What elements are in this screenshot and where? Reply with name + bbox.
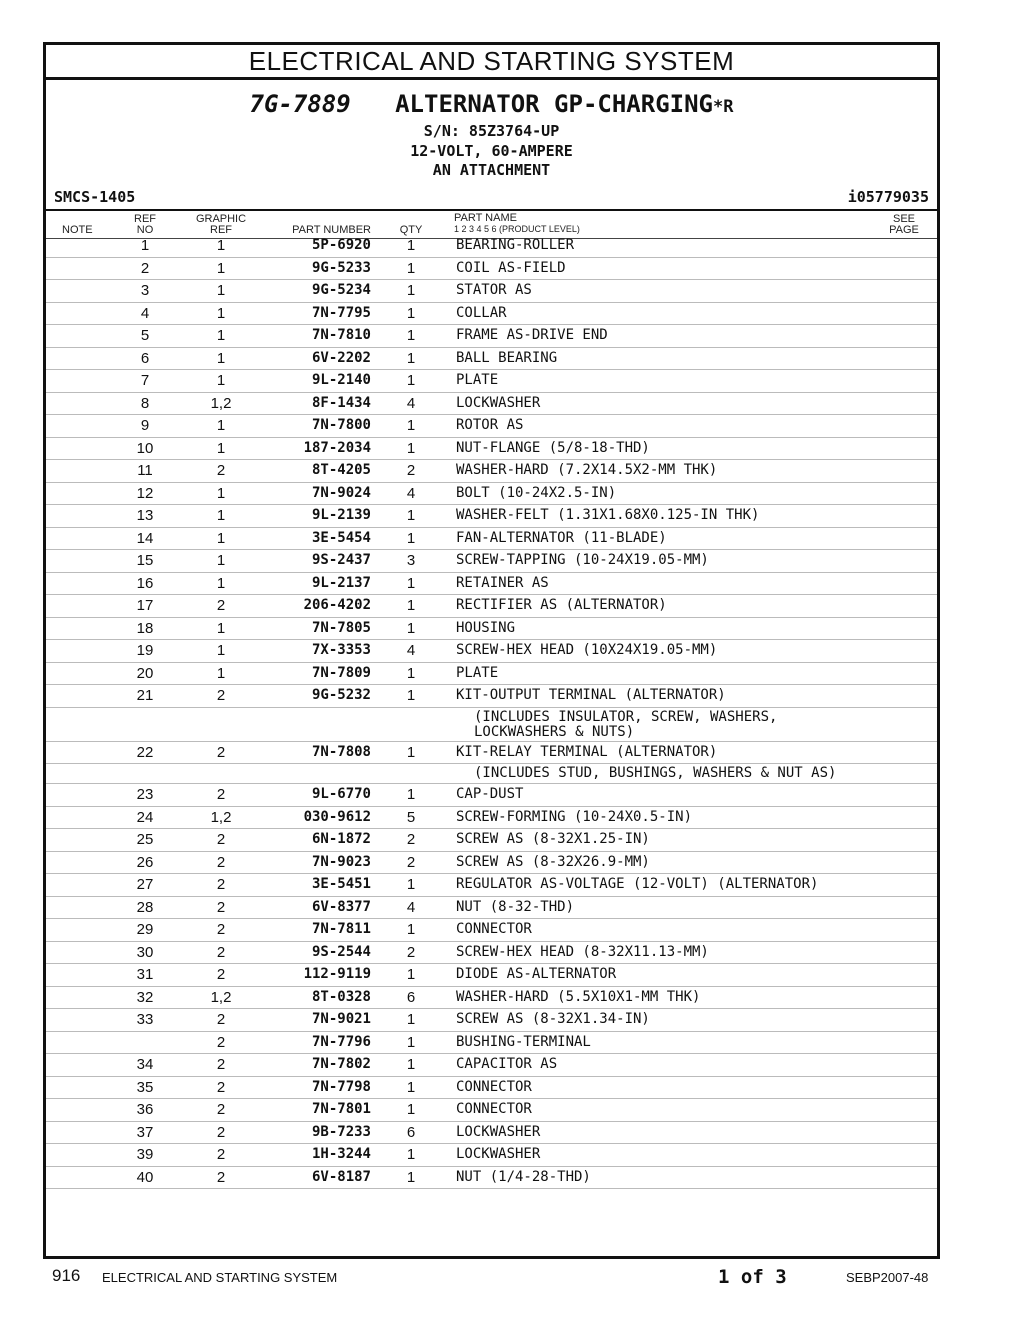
ref-no: 16 [136,574,154,592]
page-footer [0,1266,1020,1296]
graphic-ref: 1 [216,507,226,524]
part-name-continuation [474,710,777,740]
part-number: 9S-2544 [311,943,371,960]
part-name: CONNECTOR [456,1078,532,1095]
group-suffix: *R [713,97,734,117]
part-name: CAPACITOR AS [456,1056,558,1072]
table-row [46,919,937,942]
quantity: 1 [406,1056,416,1073]
part-number: 5P-6920 [311,237,371,253]
quantity: 6 [406,988,416,1006]
table-row [46,897,937,920]
part-number: 030-9612 [303,808,371,825]
quantity: 1 [406,743,416,761]
graphic-ref: 2 [216,1033,226,1051]
table-row [46,987,937,1010]
table-row [46,1054,937,1077]
table-row [46,640,937,663]
quantity: 1 [406,507,416,524]
continuation-line: (INCLUDES INSULATOR, SCREW, WASHERS, [474,708,778,725]
part-number: 7N-7795 [311,304,371,321]
table-row [46,1032,937,1055]
part-name: LOCKWASHER [456,394,541,411]
part-number: 112-9119 [303,966,371,982]
group-part-name: ALTERNATOR GP-CHARGING [395,90,713,118]
part-name: SCREW-TAPPING (10-24X19.05-MM) [456,552,709,568]
graphic-ref: 1 [216,642,226,659]
table-row [46,764,937,784]
quantity: 1 [406,372,416,389]
table-row [46,807,937,830]
ref-no: 22 [136,743,154,761]
table-row [46,1144,937,1167]
quantity: 4 [406,394,416,412]
graphic-ref: 2 [216,966,226,983]
quantity: 1 [406,876,416,893]
table-row [46,742,937,765]
graphic-ref: 2 [216,1101,226,1118]
part-number: 9L-2140 [311,372,371,388]
illustration-id: i05779035 [847,188,929,206]
part-number: 7N-7811 [311,921,371,937]
quantity: 5 [406,808,416,826]
graphic-ref: 2 [216,786,226,803]
quantity: 1 [406,259,416,277]
quantity: 1 [406,1033,416,1051]
attachment-note: AN ATTACHMENT [432,161,551,179]
part-name: BEARING-ROLLER [456,237,575,253]
part-name: CAP-DUST [456,786,524,802]
table-row [46,370,937,393]
part-name: SCREW-FORMING (10-24X0.5-IN) [456,808,693,825]
table-row [46,1009,937,1032]
col-part-name: PART NAME [454,212,517,224]
parts-list [46,235,937,1189]
quantity: 1 [406,664,416,682]
table-row [46,528,937,551]
ref-no: 12 [136,484,154,502]
part-number: 9G-5234 [311,282,371,298]
graphic-ref: 2 [216,1123,226,1141]
part-number: 6V-2202 [311,349,371,366]
graphic-ref: 1 [216,574,226,592]
part-number: 9S-2437 [311,552,371,568]
quantity: 1 [406,1101,416,1118]
ref-no: 28 [136,898,154,916]
graphic-ref: 1 [216,439,226,457]
quantity: 1 [406,597,416,614]
table-row [46,460,937,483]
graphic-ref: 1,2 [210,394,232,412]
col-ref-bottom: NO [136,224,154,236]
part-name: BALL BEARING [456,349,558,366]
ref-no: 29 [136,921,154,938]
quantity: 1 [406,327,416,344]
footer-section: ELECTRICAL AND STARTING SYSTEM [102,1270,338,1285]
part-name: RECTIFIER AS (ALTERNATOR) [456,597,667,613]
ref-no: 4 [140,304,150,322]
quantity: 1 [406,237,416,254]
part-name: NUT (8-32-THD) [456,898,575,915]
graphic-ref: 1 [216,304,226,322]
ref-no: 30 [136,943,154,961]
table-row [46,303,937,326]
part-number: 7N-7802 [311,1056,371,1072]
table-row [46,415,937,438]
part-name: LOCKWASHER [456,1123,541,1140]
part-number: 8F-1434 [311,394,371,411]
graphic-ref: 1,2 [210,808,232,826]
graphic-ref: 1 [216,417,226,434]
part-number: 7N-7796 [311,1033,371,1050]
quantity: 1 [406,417,416,434]
ref-no: 26 [136,853,154,871]
part-name: LOCKWASHER [456,1146,541,1162]
quantity: 2 [406,462,416,479]
part-number: 9L-2139 [311,507,371,523]
graphic-ref: 1 [216,349,226,367]
page-number: 916 [52,1266,81,1285]
quantity: 1 [406,574,416,592]
table-row [46,258,937,281]
graphic-ref: 1 [216,529,226,547]
quantity: 1 [406,1011,416,1028]
parts-header [46,80,937,240]
graphic-ref: 2 [216,1168,226,1186]
table-row [46,505,937,528]
table-row [46,964,937,987]
graphic-ref: 1 [216,664,226,682]
col-see-top: SEE [892,213,915,225]
table-row [46,325,937,348]
col-graphic-bottom: REF [210,224,232,236]
graphic-ref: 2 [216,1146,226,1163]
part-name: SCREW-HEX HEAD (8-32X11.13-MM) [456,943,709,960]
graphic-ref: 2 [216,943,226,961]
document-number: SEBP2007-48 [846,1270,929,1285]
ref-no: 7 [140,372,150,389]
ref-no: 6 [140,349,150,367]
spec-line: 12-VOLT, 60-AMPERE [410,142,573,160]
part-number: 1H-3244 [311,1146,371,1162]
graphic-ref: 1 [216,619,226,637]
graphic-ref: 2 [216,921,226,938]
part-name-continuation [474,766,836,781]
quantity: 4 [406,898,416,916]
part-number: 7N-9023 [311,853,371,870]
ref-no: 10 [136,439,154,457]
table-row [46,280,937,303]
part-name: SCREW AS (8-32X26.9-MM) [456,853,650,870]
ref-no: 35 [136,1078,154,1096]
ref-no: 27 [136,876,154,893]
serial-range: S/N: 85Z3764-UP [423,122,560,140]
graphic-ref: 1 [216,372,226,389]
ref-no: 11 [137,462,153,479]
ref-no: 18 [136,619,154,637]
part-number: 9G-5232 [311,687,371,703]
table-row [46,1167,937,1190]
table-row [46,595,937,618]
part-name: SCREW AS (8-32X1.25-IN) [456,831,650,847]
table-row [46,829,937,852]
part-name: DIODE AS-ALTERNATOR [456,966,617,982]
ref-no: 2 [140,259,150,277]
part-number: 7N-9024 [311,484,371,501]
ref-no: 14 [136,529,154,547]
part-number: 7N-7805 [311,619,371,636]
quantity: 4 [406,484,416,502]
table-row [46,235,937,258]
part-number: 3E-5454 [311,529,371,546]
quantity: 1 [406,349,416,367]
table-row [46,618,937,641]
part-number: 6V-8377 [311,898,371,915]
part-name: REGULATOR AS-VOLTAGE (12-VOLT) (ALTERNATOR) [456,876,819,892]
col-part-number: PART NUMBER [292,224,371,236]
part-number: 9B-7233 [311,1123,371,1140]
continuation-line: (INCLUDES STUD, BUSHINGS, WASHERS & NUT AS) [474,765,837,781]
graphic-ref: 2 [216,597,226,614]
part-name: COIL AS-FIELD [456,259,566,276]
part-number: 7N-9021 [311,1011,371,1027]
quantity: 1 [406,786,416,803]
ref-no: 36 [136,1101,154,1118]
part-number: 187-2034 [303,439,371,456]
graphic-ref: 2 [216,898,226,916]
graphic-ref: 1,2 [210,988,232,1006]
part-number: 3E-5451 [311,876,371,892]
group-part-number: 7G-7889 [249,90,351,118]
graphic-ref: 1 [216,282,226,299]
graphic-ref: 1 [216,237,226,254]
part-name: KIT-OUTPUT TERMINAL (ALTERNATOR) [456,687,726,703]
col-note: NOTE [62,224,93,236]
ref-no: 1 [140,237,150,254]
part-number: 7N-7808 [311,743,371,760]
part-number: 206-4202 [303,597,371,613]
col-qty: QTY [399,224,423,236]
part-number: 6V-8187 [311,1168,371,1185]
ref-no: 37 [136,1123,154,1141]
part-name: FAN-ALTERNATOR (11-BLADE) [456,529,667,546]
quantity: 1 [406,439,416,457]
table-row [46,1077,937,1100]
graphic-ref: 1 [216,259,226,277]
ref-no: 33 [136,1011,154,1028]
table-row [46,550,937,573]
part-name: WASHER-FELT (1.31X1.68X0.125-IN THK) [456,507,760,523]
ref-no: 23 [136,786,154,803]
ref-no: 8 [140,394,150,412]
parts-page-frame [43,42,940,1259]
part-number: 7N-7809 [311,664,371,681]
ref-no: 5 [140,327,150,344]
part-name: CONNECTOR [456,921,532,937]
part-number: 8T-0328 [311,988,371,1005]
quantity: 1 [406,1146,416,1163]
ref-no: 19 [136,642,154,659]
part-name: PLATE [456,372,499,388]
table-row [46,708,937,742]
part-name: FRAME AS-DRIVE END [456,327,608,343]
part-name: PLATE [456,664,499,681]
part-number: 9G-5233 [311,259,371,276]
graphic-ref: 2 [216,687,226,704]
graphic-ref: 2 [216,876,226,893]
table-row [46,1122,937,1145]
part-number: 9L-2137 [311,574,371,591]
part-number: 6N-1872 [311,831,371,847]
header-divider [46,209,937,211]
table-row [46,438,937,461]
smcs-code: SMCS-1405 [54,188,136,206]
quantity: 2 [406,943,416,961]
quantity: 3 [406,552,416,569]
ref-no: 24 [136,808,154,826]
section-title: ELECTRICAL AND STARTING SYSTEM [46,45,937,80]
ref-no: 39 [136,1146,154,1163]
graphic-ref: 2 [216,462,226,479]
ref-no: 25 [136,831,154,848]
col-ref-top: REF [134,213,156,225]
part-number: 7N-7801 [311,1101,371,1117]
quantity: 6 [406,1123,416,1141]
quantity: 2 [406,831,416,848]
group-title [46,90,937,118]
graphic-ref: 1 [216,327,226,344]
col-product-levels: 1 2 3 4 5 6 (PRODUCT LEVEL) [454,224,580,234]
ref-no: 31 [136,966,154,983]
col-see-bottom: PAGE [889,224,919,236]
graphic-ref: 1 [216,552,226,569]
table-row [46,1099,937,1122]
ref-no: 40 [136,1168,154,1186]
ref-no: 20 [136,664,154,682]
quantity: 1 [406,619,416,637]
table-row [46,852,937,875]
graphic-ref: 2 [216,1011,226,1028]
table-row [46,685,937,708]
part-name: NUT (1/4-28-THD) [456,1168,591,1185]
part-name: KIT-RELAY TERMINAL (ALTERNATOR) [456,743,718,760]
quantity: 4 [406,642,416,659]
quantity: 2 [406,853,416,871]
graphic-ref: 2 [216,743,226,761]
part-name: RETAINER AS [456,574,549,591]
part-number: 7N-7800 [311,417,371,433]
part-name: COLLAR [456,304,507,321]
quantity: 1 [406,282,416,299]
continuation-line: LOCKWASHERS & NUTS) [474,723,635,740]
quantity: 1 [406,304,416,322]
quantity: 1 [406,921,416,938]
quantity: 1 [406,687,416,704]
table-row [46,784,937,807]
quantity: 1 [406,1078,416,1096]
ref-no: 21 [136,687,154,704]
part-name: WASHER-HARD (5.5X10X1-MM THK) [456,988,701,1005]
ref-no: 9 [140,417,150,434]
ref-no: 3 [140,282,150,299]
graphic-ref: 2 [216,831,226,848]
part-number: 7N-7798 [311,1078,371,1095]
ref-no: 32 [136,988,154,1006]
part-number: 8T-4205 [311,462,371,478]
quantity: 1 [406,966,416,983]
sheet-indicator: 1 of 3 [718,1266,787,1288]
part-number: 7X-3353 [311,642,371,658]
table-row [46,942,937,965]
table-row [46,663,937,686]
table-row [46,348,937,371]
quantity: 1 [406,1168,416,1186]
part-name: WASHER-HARD (7.2X14.5X2-MM THK) [456,462,718,478]
part-number: 9L-6770 [311,786,371,802]
part-name: STATOR AS [456,282,532,298]
ref-no: 34 [136,1056,154,1073]
graphic-ref: 2 [216,1078,226,1096]
part-name: SCREW AS (8-32X1.34-IN) [456,1011,650,1027]
graphic-ref: 1 [216,484,226,502]
part-name: SCREW-HEX HEAD (10X24X19.05-MM) [456,642,718,658]
part-name: BUSHING-TERMINAL [456,1033,591,1050]
table-row [46,573,937,596]
part-name: CONNECTOR [456,1101,532,1117]
col-graphic-top: GRAPHIC [195,213,247,225]
part-name: ROTOR AS [456,417,524,433]
table-row [46,393,937,416]
ref-no: 15 [136,552,154,569]
table-row [46,483,937,506]
ref-no: 13 [136,507,154,524]
ref-no: 17 [136,597,154,614]
part-name: NUT-FLANGE (5/8-18-THD) [456,439,650,456]
table-row [46,874,937,897]
part-number: 7N-7810 [311,327,371,343]
part-name: BOLT (10-24X2.5-IN) [456,484,617,501]
quantity: 1 [406,529,416,547]
part-name: HOUSING [456,619,516,636]
graphic-ref: 2 [216,853,226,871]
graphic-ref: 2 [216,1056,226,1073]
